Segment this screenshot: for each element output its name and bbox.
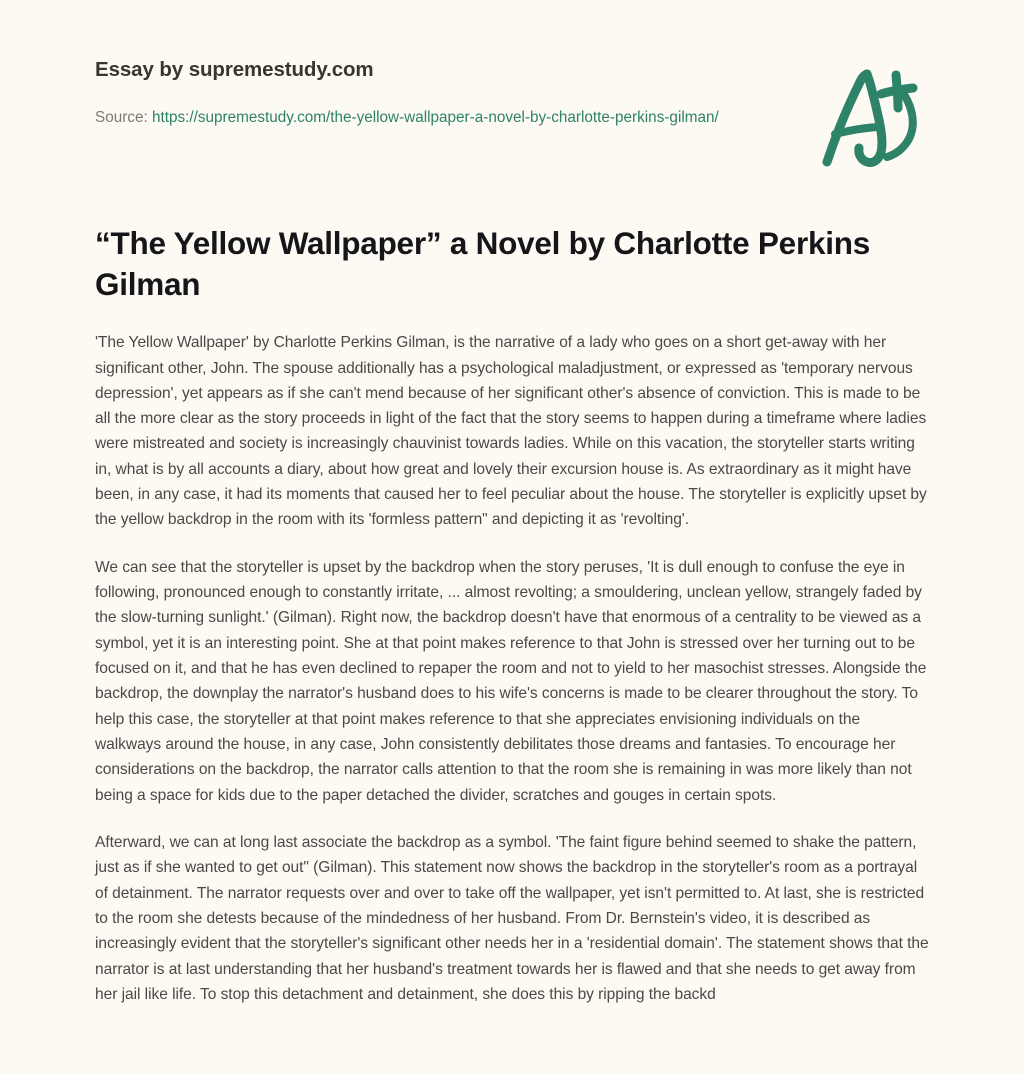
article-paragraph: 'The Yellow Wallpaper' by Charlotte Perkins Gilman, is the narrative of a lady who goes on a short get-away with her significant other, John. The spouse additionally has a psychological maladjustment, or expressed as 'temporary nervous depression', yet appears as if she can't mend because of her significant other's absence of conviction. This is made to be all the more clear as the story proceeds in light of the fact that the story seems to happen during a timeframe where ladies were mistreated and society is increasingly chauvinist towards ladies. While on this vacation, the storyteller starts writing in, what is by all accounts a diary, about how great and lovely their excursion house is. As extraordinary as it might have been, in any case, it had its moments that caused her to feel peculiar about the house. The storyteller is explicitly upset by the yellow backdrop in the room with its 'formless pattern" and depicting it as 'revolting'. [95, 334, 927, 529]
a-plus-logo-icon [811, 62, 929, 172]
article-paragraph: Afterward, we can at long last associate the backdrop as a symbol. 'The faint figure behind seemed to shake the pattern, just as if she wanted to get out" (Gilman). This statement now shows the backdrop in the storyteller's room as a portrayal of detainment. The narrator requests over and over to take off the wallpaper, yet isn't permitted to. At last, she is restricted to the room she detests because of the mindedness of her husband. From Dr. Bernstein's video, it is described as increasingly evident that the storyteller's significant other needs her in a 'residential domain'. The statement shows that the narrator is at last understanding that her husband's treatment towards her is flawed and that she needs to get away from her jail like life. To stop this detachment and detainment, she does this by ripping the backd [95, 834, 929, 1004]
brand-byline: Essay by supremestudy.com [95, 58, 374, 81]
article-paragraph: We can see that the storyteller is upset by the backdrop when the story peruses, 'It is dull enough to confuse the eye in following, pronounced enough to constantly irritate, ... almost revolting; a smouldering, unclean yellow, strangely faded by the slow-turning sunlight.' (Gilman). Right now, the backdrop doesn't have that enormous of a centrality to be viewed as a symbol, yet it is an interesting point. She at that point makes reference to that John is stressed over her turning out to be focused on it, and that he has even declined to repaper the room and not to yield to her masochist stresses. Alongside the backdrop, the downplay the narrator's husband does to his wife's concerns is made to be clearer throughout the story. To help this case, the storyteller at that point makes reference to that she appreciates envisioning individuals on the walkways around the house, in any case, John consistently debilitates those dreams and fantasies. To encourage her considerations on the backdrop, the narrator calls attention to that the room she is remaining in was more likely than not being a space for kids due to the paper detached the divider, scratches and gouges in certain spots. [95, 558, 927, 804]
source-line [95, 105, 785, 131]
page-header [95, 0, 929, 131]
article-body [95, 304, 929, 1007]
page-title: “The Yellow Wallpaper” a Novel by Charlotte Perkins Gilman [95, 224, 870, 302]
source-url-link[interactable]: https://supremestudy.com/the-yellow-wallpaper-a-novel-by-charlotte-perkins-gilman/ [151, 108, 719, 126]
source-label: Source: [95, 108, 152, 126]
